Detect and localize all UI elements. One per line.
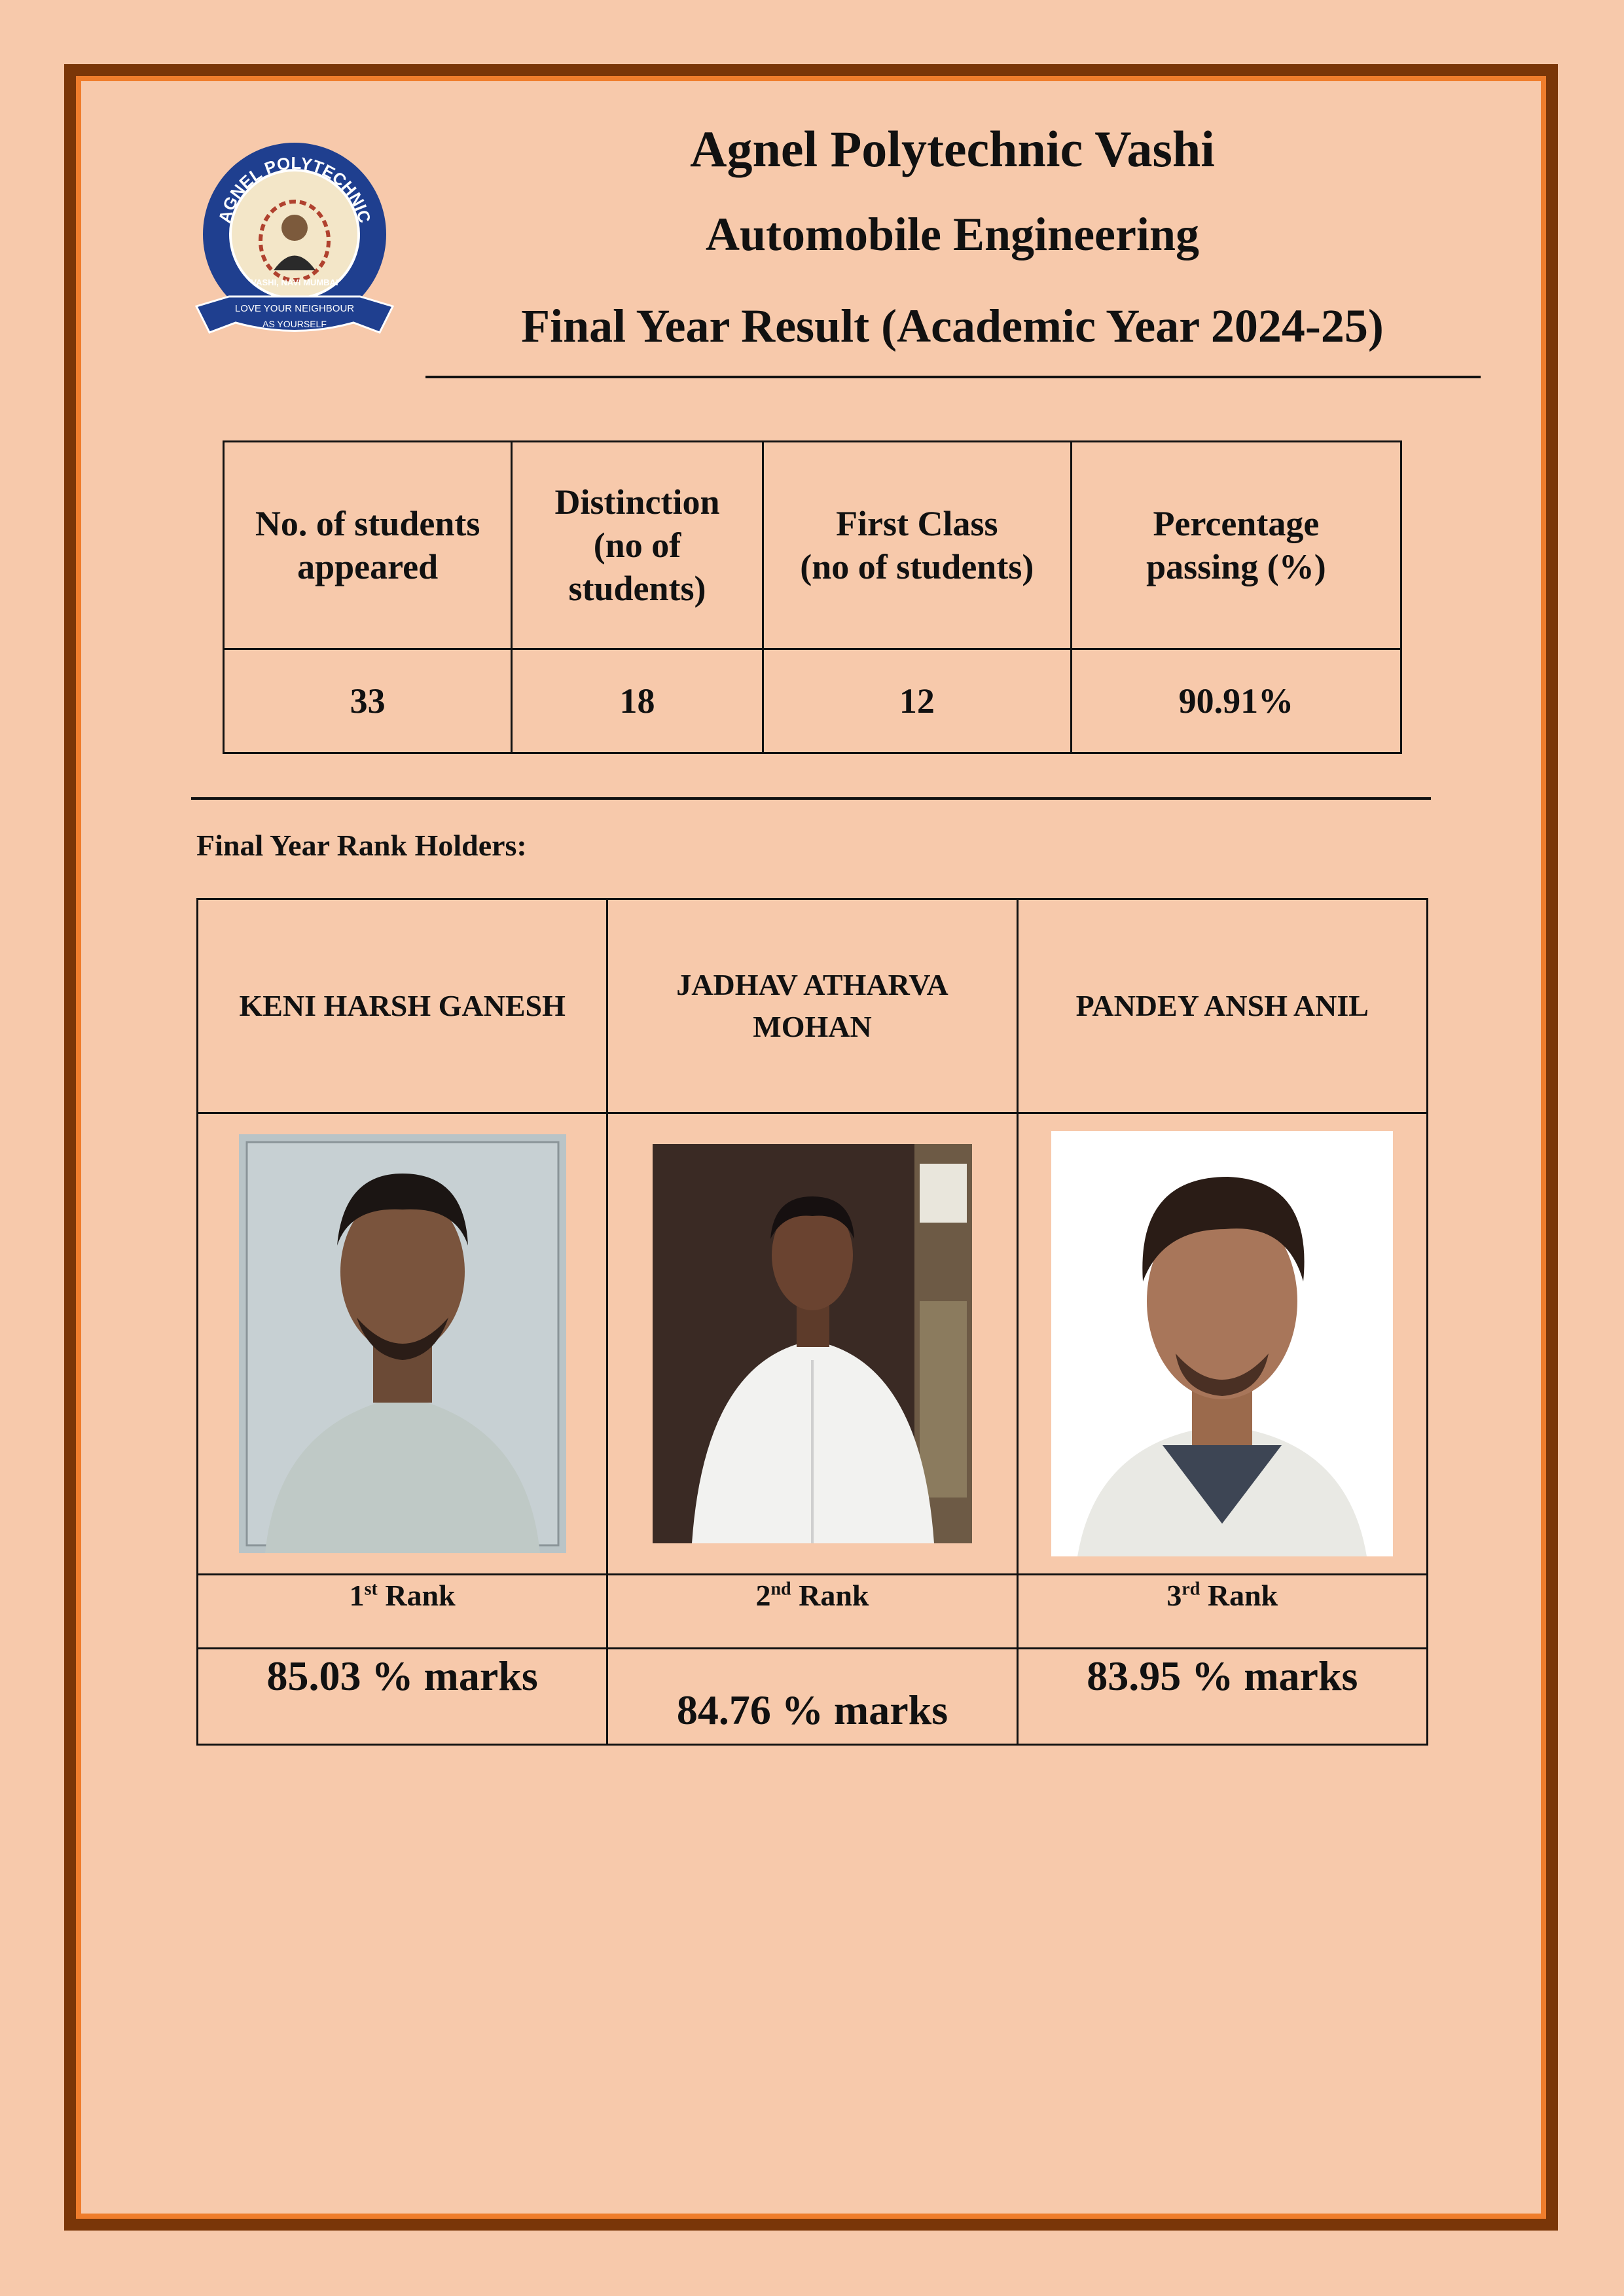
logo-motto-line2: AS YOURSELF bbox=[262, 319, 327, 329]
rank1-name: KENI HARSH GANESH bbox=[198, 899, 607, 1113]
rank-labels-row bbox=[198, 1575, 1428, 1649]
logo-arc-text: AGNEL POLYTECHNIC bbox=[214, 152, 375, 225]
header-distinction: Distinction (no of students) bbox=[512, 442, 763, 649]
logo-motto-line1: LOVE YOUR NEIGHBOUR bbox=[234, 303, 355, 314]
value-percentage-passing: 90.91% bbox=[1071, 649, 1401, 753]
college-logo bbox=[190, 136, 399, 346]
logo-place-text: VASHI, NAVI MUMBAI bbox=[251, 278, 338, 287]
rank2-photo-cell bbox=[607, 1113, 1017, 1575]
header-percentage-passing: Percentage passing (%) bbox=[1071, 442, 1401, 649]
title-underline bbox=[425, 376, 1481, 378]
rank-marks-row bbox=[198, 1649, 1428, 1745]
rank3-name: PANDEY ANSH ANIL bbox=[1017, 899, 1427, 1113]
value-students-appeared: 33 bbox=[224, 649, 512, 753]
rank1-marks: 85.03 % marks bbox=[198, 1649, 607, 1745]
header-first-class: First Class (no of students) bbox=[763, 442, 1071, 649]
rank-photos-row bbox=[198, 1113, 1428, 1575]
value-distinction: 18 bbox=[512, 649, 763, 753]
summary-header-row bbox=[224, 442, 1401, 649]
result-summary-table bbox=[223, 440, 1402, 754]
rank2-marks: 84.76 % marks bbox=[607, 1649, 1017, 1745]
title-block bbox=[425, 110, 1479, 372]
rank2-photo bbox=[653, 1144, 972, 1543]
rank3-marks: 83.95 % marks bbox=[1017, 1649, 1427, 1745]
value-first-class: 12 bbox=[763, 649, 1071, 753]
rank1-label: 1st Rank bbox=[198, 1575, 607, 1649]
rank-holders-label: Final Year Rank Holders: bbox=[196, 829, 527, 862]
rank-names-row bbox=[198, 899, 1428, 1113]
rank2-label: 2nd Rank bbox=[607, 1575, 1017, 1649]
header-students-appeared: No. of students appeared bbox=[224, 442, 512, 649]
rank-holders-table bbox=[196, 898, 1428, 1746]
section-divider bbox=[191, 797, 1431, 800]
rank1-photo-cell bbox=[198, 1113, 607, 1575]
department-name: Automobile Engineering bbox=[705, 208, 1200, 260]
rank1-photo bbox=[239, 1134, 566, 1553]
result-title: Final Year Result (Academic Year 2024-25) bbox=[521, 300, 1384, 352]
summary-value-row bbox=[224, 649, 1401, 753]
rank3-photo bbox=[1051, 1131, 1393, 1556]
rank3-label: 3rd Rank bbox=[1017, 1575, 1427, 1649]
institute-name: Agnel Polytechnic Vashi bbox=[690, 120, 1215, 177]
rank3-photo-cell bbox=[1017, 1113, 1427, 1575]
rank2-name: JADHAV ATHARVA MOHAN bbox=[607, 899, 1017, 1113]
